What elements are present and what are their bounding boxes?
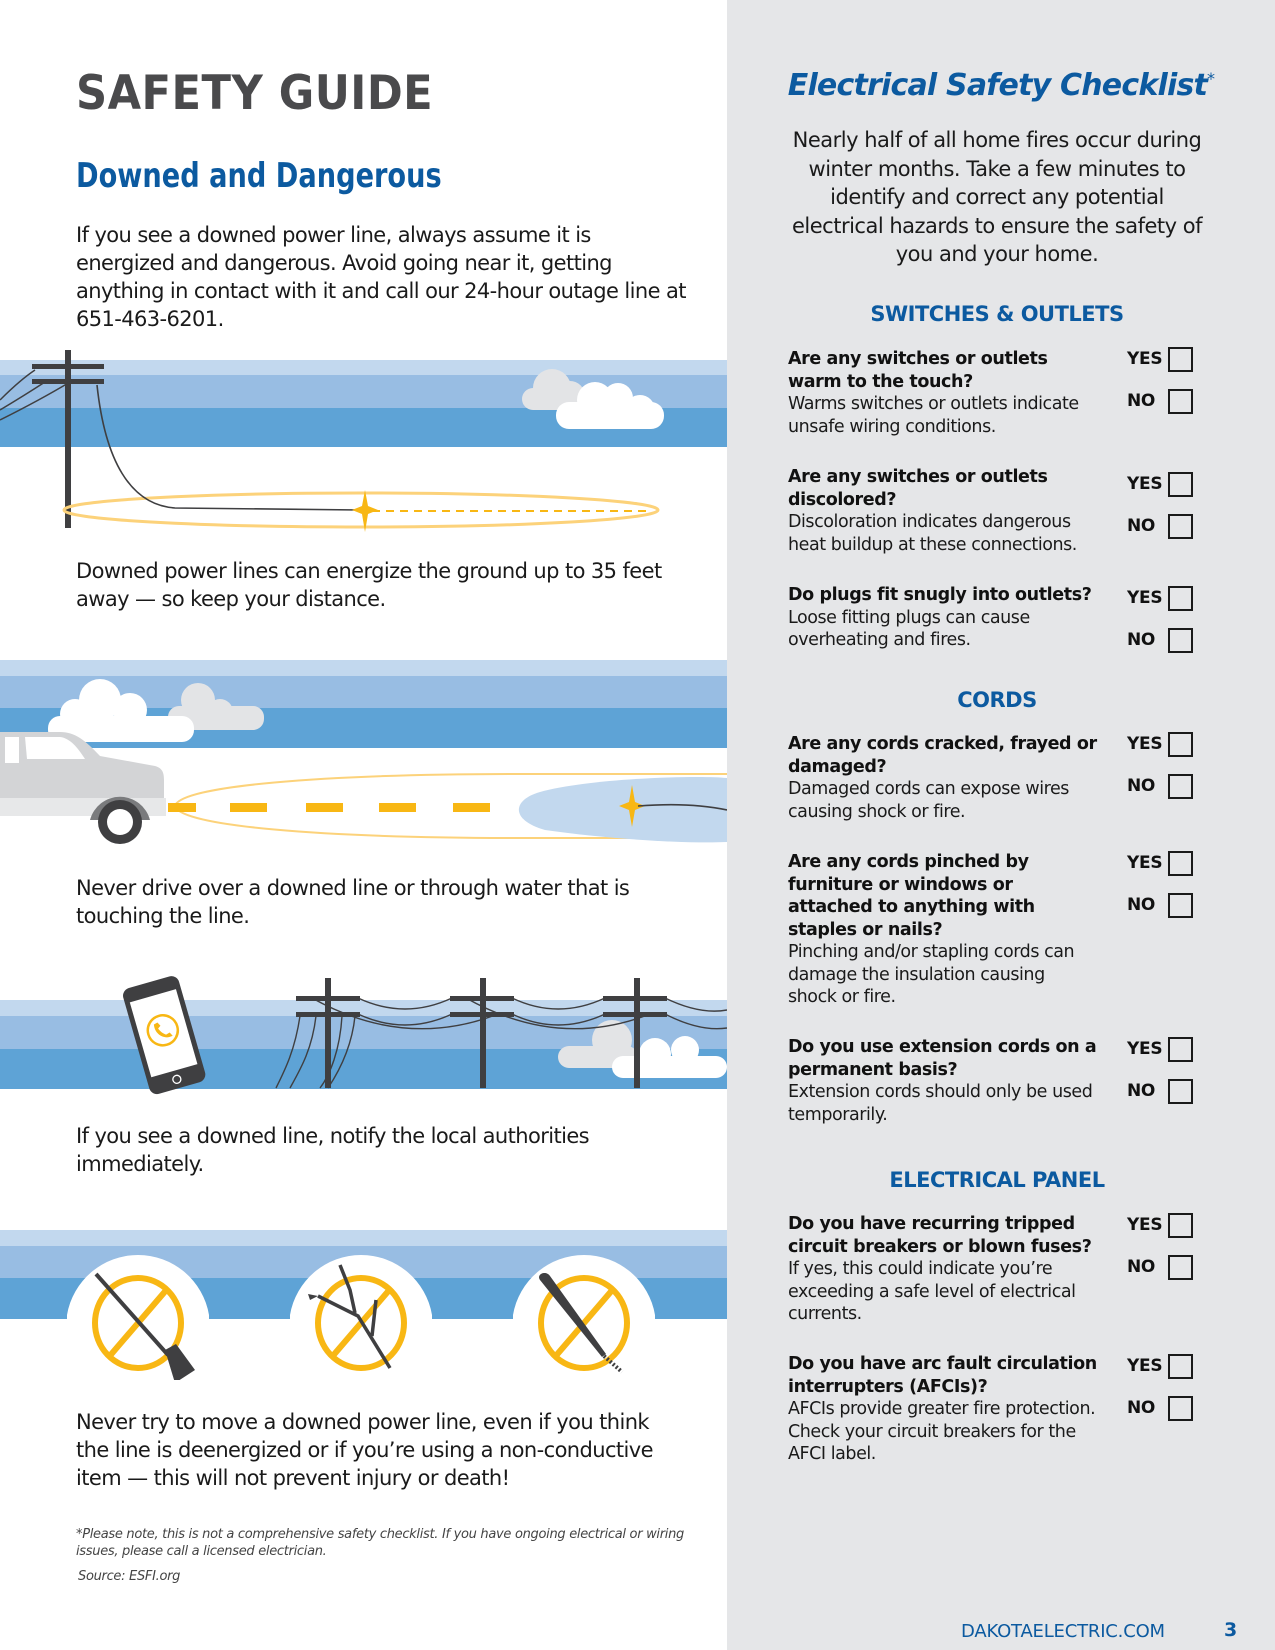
yes-checkbox[interactable] [1168,851,1193,876]
car-water-graphic [0,660,727,845]
yes-checkbox[interactable] [1168,586,1193,611]
yes-checkbox[interactable] [1168,347,1193,372]
checklist-item: Do you use extension cords on a permanent basis? Extension cords should only be used temporarily. [788,1037,1097,1125]
illustration-prohibited-items [0,1220,727,1380]
checklist-item: Do plugs fit snugly into outlets? Loose fitting plugs can cause overheating and fires. [788,585,1092,650]
checklist-item: Are any cords cracked, frayed or damaged? Damaged cords can expose wires causing shock or fire. [788,734,1097,822]
website-link[interactable]: DAKOTAELECTRIC.COM [961,1621,1165,1642]
yes-checkbox[interactable] [1168,732,1193,757]
section-heading-switches-outlets: SWITCHES & OUTLETS [870,302,1124,326]
checklist-item: Are any cords pinched by furniture or windows or attached to anything with staples or nails? Pinching and/or stapling cords can damage the insulation causing shock or fire. [788,852,1075,1007]
caption-never-drive: Never drive over a downed line or through water that is touching the line. [76,876,630,928]
checklist-item: Do you have recurring tripped circuit breakers or blown fuses? If yes, this could indicate you’re exceeding a safe level of electrical currents. [788,1214,1092,1324]
checklist-item: Are any switches or outlets warm to the touch? Warms switches or outlets indicate unsafe wiring conditions. [788,349,1079,437]
checklist-panel: Electrical Safety Checklist* Nearly half of all home fires occur during winter months. Take a few minutes to identify and correct any potential electrical hazards to ensure the safety of you and your home. SWITCHES & OUTLETS Are any switches or outlets warm to the touch? Warms switches or outlets indicate unsafe wiring conditions. YES NO Are any switches or outlets discolored? Discoloration indicates dangerous heat buildup at these connections. YES NO Do plugs fit snugly into outlets? Loose fitting plugs can cause overheating and fires. YES NO CORDS Are any cords cracked, frayed or damaged? Damaged cords can expose wires causing shock or fire. YES NO Are any cords pinched by furniture or windows or attached to anything with staples or nails? Pinching and/or stapling cords can damage the insulation causing shock or fire. YES NO Do you use extension cords on a permanent basis? Extension cords should only be used temporarily. YES NO ELECTRICAL PANEL Do you have recurring tripped circuit breakers or blown fuses? If yes, this could indicate you’re exceeding a safe level of electrical currents. YES NO Do you have arc fault circulation interrupters (AFCIs)? AFCIs provide greater fire protection. Check your circuit breakers for the AFCI label. YES NO DAKOTAELECTRIC.COM 3 [727,0,1275,1650]
no-checkbox[interactable] [1168,514,1193,539]
yes-checkbox[interactable] [1168,1213,1193,1238]
illustration-downed-line [0,340,727,540]
checklist-intro: Nearly half of all home fires occur during winter months. Take a few minutes to identify and correct any potential electrical hazards to ensure the safety of you and your home. [792,128,1202,266]
checklist-title: Electrical Safety Checklist* [787,68,1215,103]
section-subtitle: Downed and Dangerous [76,156,442,196]
no-checkbox[interactable] [1168,389,1193,414]
section-heading-electrical-panel: ELECTRICAL PANEL [889,1168,1105,1192]
illustration-phone-lines [0,970,727,1100]
phone-lines-graphic [0,970,727,1100]
downed-line-graphic [0,340,727,540]
no-checkbox[interactable] [1168,1255,1193,1280]
source-citation: Source: ESFI.org [78,1569,181,1584]
yes-checkbox[interactable] [1168,1037,1193,1062]
yes-checkbox[interactable] [1168,1354,1193,1379]
caption-notify-authorities: If you see a downed line, notify the local authorities immediately. [76,1124,590,1176]
intro-paragraph: If you see a downed power line, always assume it is energized and dangerous. Avoid going near it, getting anything in contact with it and call our 24-hour outage line at 651-463-6201. [76,223,686,331]
section-heading-cords: CORDS [957,688,1037,712]
prohibited-items-graphic [0,1220,727,1380]
no-checkbox[interactable] [1168,628,1193,653]
page-number: 3 [1224,1619,1238,1641]
no-checkbox[interactable] [1168,1396,1193,1421]
illustration-car-water [0,660,727,845]
no-checkbox[interactable] [1168,1079,1193,1104]
no-checkbox[interactable] [1168,893,1193,918]
caption-energized-ground: Downed power lines can energize the ground up to 35 feet away — so keep your distance. [76,559,662,611]
checklist-item: Do you have arc fault circulation interrupters (AFCIs)? AFCIs provide greater fire protection. Check your circuit breakers for the AFCI label. [788,1354,1097,1464]
page-title: SAFETY GUIDE [76,66,434,121]
checklist-item: Are any switches or outlets discolored? Discoloration indicates dangerous heat buildup at these connections. [788,467,1077,555]
yes-checkbox[interactable] [1168,472,1193,497]
footnote-disclaimer: *Please note, this is not a comprehensive safety checklist. If you have ongoing electrical or wiring issues, please call a licensed electrician. [76,1527,684,1559]
caption-never-move-line: Never try to move a downed power line, even if you think the line is deenergized or if you’re using a non-conductive item — this will not prevent injury or death! [76,1410,653,1490]
no-checkbox[interactable] [1168,774,1193,799]
